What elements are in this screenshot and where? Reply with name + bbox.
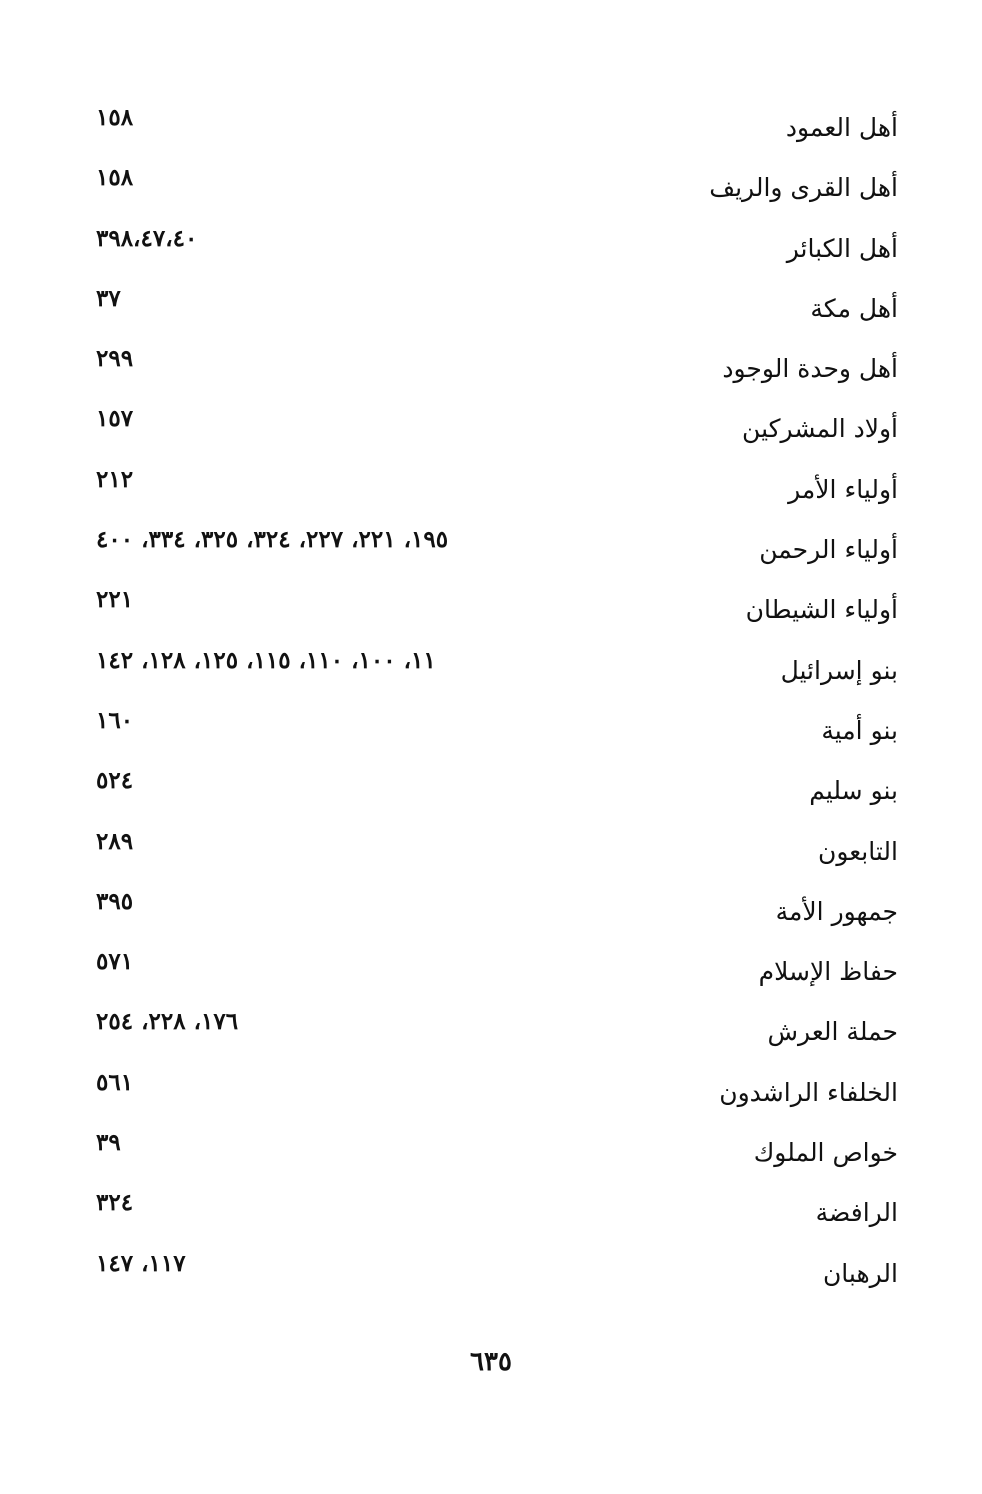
index-pages: ٢٩٩ [96,345,134,373]
index-pages: ٣٩٨،٤٧،٤٠ [96,224,198,252]
index-term: خواص الملوك [753,1138,898,1168]
index-pages: ٥٧١ [96,948,134,976]
index-pages: ٥٢٤ [96,767,134,795]
index-term: أهل وحدة الوجود [722,354,898,384]
index-entry [0,701,982,761]
index-term: أهل مكة [810,293,898,323]
index-entry [0,158,982,218]
index-entry [0,399,982,459]
index-term: الخلفاء الراشدون [719,1077,898,1107]
index-term: أولاد المشركين [742,414,898,444]
index-entry [0,1123,982,1183]
index-pages: ٣٩ [96,1129,121,1157]
index-entry [0,1002,982,1062]
index-term: أولياء الرحمن [759,535,898,565]
index-pages: ٣٧ [96,284,121,312]
index-entry [0,1244,982,1304]
index-term: أولياء الأمر [788,474,898,504]
index-pages: ١٩٥، ٢٢١، ٢٢٧، ٣٢٤، ٣٢٥، ٣٣٤، ٤٠٠ [96,526,449,554]
index-term: أهل العمود [785,113,898,142]
index-term: بنو أمية [821,715,898,745]
index-entry [0,1063,982,1123]
index-term: الرهبان [822,1258,898,1288]
index-pages: ١١، ١٠٠، ١١٠، ١١٥، ١٢٥، ١٢٨، ١٤٢ [96,646,436,674]
index-pages: ٣٢٤ [96,1189,134,1217]
index-entry [0,520,982,580]
index-term: أهل الكبائر [786,233,898,263]
index-list [0,98,982,1304]
index-term: بنو إسرائيل [780,655,898,685]
index-pages: ٢٢١ [96,586,134,614]
index-entry [0,279,982,339]
index-entry [0,882,982,942]
index-pages: ١٦٠ [96,706,134,734]
index-pages: ١٧٦، ٢٢٨، ٢٥٤ [96,1008,239,1036]
page-number: ٦٣٥ [470,1347,512,1377]
index-term: بنو سليم [809,776,898,806]
index-entry [0,98,982,158]
index-entry [0,460,982,520]
index-term: جمهور الأمة [775,896,898,926]
index-term: أهل القرى والريف [709,173,898,203]
index-term: حملة العرش [767,1017,898,1047]
index-term: أولياء الشيطان [745,595,898,625]
index-pages: ١١٧، ١٤٧ [96,1249,186,1277]
index-term: التابعون [817,836,898,866]
index-entry [0,942,982,1002]
index-pages: ١٥٧ [96,405,134,433]
index-pages: ١٥٨ [96,104,134,131]
index-pages: ٢٨٩ [96,827,134,855]
index-pages: ٥٦١ [96,1068,134,1096]
index-entry [0,580,982,640]
index-entry [0,822,982,882]
index-pages: ٣٩٥ [96,887,134,915]
index-entry [0,219,982,279]
index-entry [0,339,982,399]
index-entry [0,1183,982,1243]
index-entry [0,641,982,701]
index-term: الرافضة [815,1198,898,1228]
index-pages: ١٥٨ [96,164,134,192]
index-entry [0,761,982,821]
index-term: حفاظ الإسلام [758,957,898,987]
index-pages: ٢١٢ [96,465,134,493]
